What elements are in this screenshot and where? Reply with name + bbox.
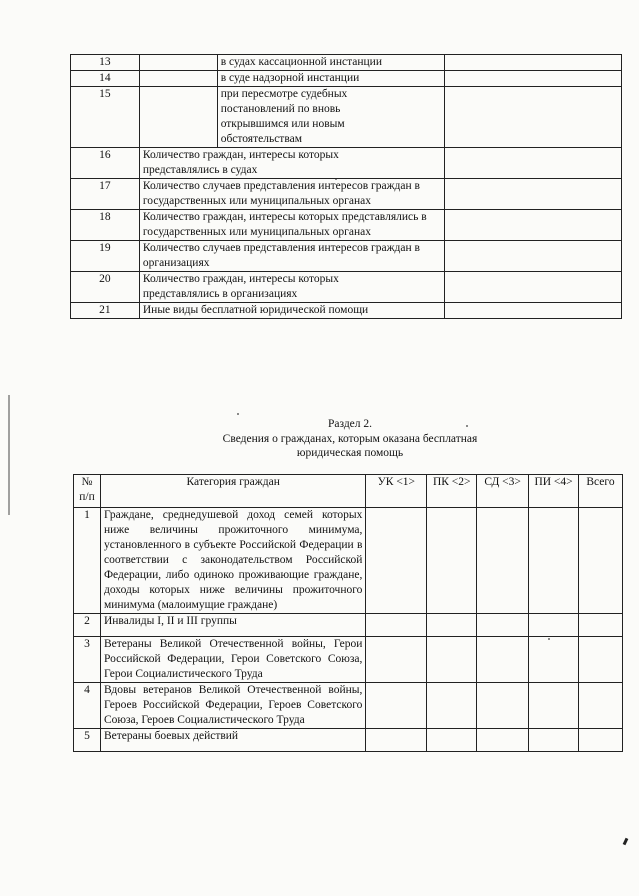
value-cell (477, 614, 529, 637)
table-row (74, 683, 623, 729)
table-row (74, 508, 623, 614)
section-number: Раздел 2. (327, 418, 373, 430)
value-cell (445, 303, 622, 319)
empty-cell (139, 55, 217, 71)
row-number: 5 (74, 729, 101, 752)
value-cell (427, 614, 477, 637)
row-label: в судах кассационной инстанции (217, 55, 445, 71)
row-category: Вдовы ветеранов Великой Отечественной войны, Героев Российской Федерации, Героев Советского Союза, Героев Социалистического Труда (100, 683, 365, 729)
table-row (71, 55, 622, 71)
value-cell (477, 637, 529, 683)
row-label: Количество граждан, интересы которых представлялись в организациях (139, 272, 445, 303)
row-number: 21 (71, 303, 140, 319)
table-row (71, 241, 622, 272)
value-cell (427, 508, 477, 614)
value-cell (579, 637, 623, 683)
value-cell (477, 683, 529, 729)
value-cell (445, 87, 622, 148)
table-row (71, 303, 622, 319)
scan-edge-mark (8, 395, 10, 515)
column-header-pk: ПК <2> (427, 475, 477, 508)
table-row (74, 614, 623, 637)
value-cell (477, 729, 529, 752)
value-cell (529, 614, 579, 637)
table-row (71, 210, 622, 241)
value-cell (427, 637, 477, 683)
value-cell (366, 508, 427, 614)
row-category: Ветераны боевых действий (100, 729, 365, 752)
value-cell (427, 683, 477, 729)
section-subtitle: юридическая помощь (296, 447, 404, 459)
row-number: 17 (71, 179, 140, 210)
value-cell (366, 637, 427, 683)
row-number: 14 (71, 71, 140, 87)
value-cell (366, 683, 427, 729)
row-label: Количество граждан, интересы которых представлялись в государственных или муниципальных органах (139, 210, 445, 241)
column-header-category: Категория граждан (100, 475, 365, 508)
value-cell (366, 614, 427, 637)
row-category: Ветераны Великой Отечественной войны, Герои Российской Федерации, Герои Советского Союза, Герои Социалистического Труда (100, 637, 365, 683)
value-cell (579, 614, 623, 637)
row-category: Граждане, среднедушевой доход семей которых ниже величины прожиточного минимума, установленного в субъекте Российской Федерации в соответствии с законодательством Российской Федерации, либо одиноко проживающие граждане, доходы которых ниже величины прожиточного минимума (малоимущие граждане) (100, 508, 365, 614)
value-cell (445, 179, 622, 210)
row-label: в суде надзорной инстанции (217, 71, 445, 87)
row-label: Количество случаев представления интересов граждан в государственных или муниципальных органах (139, 179, 445, 210)
empty-cell (139, 71, 217, 87)
value-cell (445, 272, 622, 303)
row-number: 15 (71, 87, 140, 148)
citizens-table (73, 474, 623, 752)
row-number: 13 (71, 55, 140, 71)
row-category: Инвалиды I, II и III группы (100, 614, 365, 637)
row-number: 19 (71, 241, 140, 272)
row-label: при пересмотре судебных постановлений по вновь открывшимся или новым обстоятельствам (217, 87, 445, 148)
value-cell (529, 729, 579, 752)
row-number: 16 (71, 148, 140, 179)
row-number: 3 (74, 637, 101, 683)
table-row (71, 71, 622, 87)
value-cell (579, 729, 623, 752)
table-row (71, 87, 622, 148)
row-number: 4 (74, 683, 101, 729)
value-cell (366, 729, 427, 752)
section-heading (160, 417, 540, 461)
column-header-number: № п/п (74, 475, 101, 508)
table-row (71, 179, 622, 210)
value-cell (445, 241, 622, 272)
row-label: Иные виды бесплатной юридической помощи (139, 303, 445, 319)
scan-corner-mark (623, 838, 629, 846)
value-cell (579, 508, 623, 614)
value-cell (529, 637, 579, 683)
table-row (74, 729, 623, 752)
row-number: 18 (71, 210, 140, 241)
row-number: 1 (74, 508, 101, 614)
value-cell (529, 683, 579, 729)
column-header-pi: ПИ <4> (529, 475, 579, 508)
row-number: 2 (74, 614, 101, 637)
value-cell (427, 729, 477, 752)
value-cell (445, 148, 622, 179)
scan-speck (237, 413, 239, 415)
table-row (71, 148, 622, 179)
row-label: Количество случаев представления интересов граждан в организациях (139, 241, 445, 272)
value-cell (579, 683, 623, 729)
value-cell (445, 55, 622, 71)
table-header-row (74, 475, 623, 508)
section-subtitle: Сведения о гражданах, которым оказана бесплатная (222, 432, 478, 445)
empty-cell (139, 87, 217, 148)
column-header-uk: УК <1> (366, 475, 427, 508)
value-cell (445, 210, 622, 241)
value-cell (445, 71, 622, 87)
table-row (71, 272, 622, 303)
table-row (74, 637, 623, 683)
column-header-total: Всего (579, 475, 623, 508)
value-cell (477, 508, 529, 614)
services-table (70, 54, 622, 319)
row-label: Количество граждан, интересы которых представлялись в судах (139, 148, 445, 179)
column-header-sd: СД <3> (477, 475, 529, 508)
value-cell (529, 508, 579, 614)
row-number: 20 (71, 272, 140, 303)
